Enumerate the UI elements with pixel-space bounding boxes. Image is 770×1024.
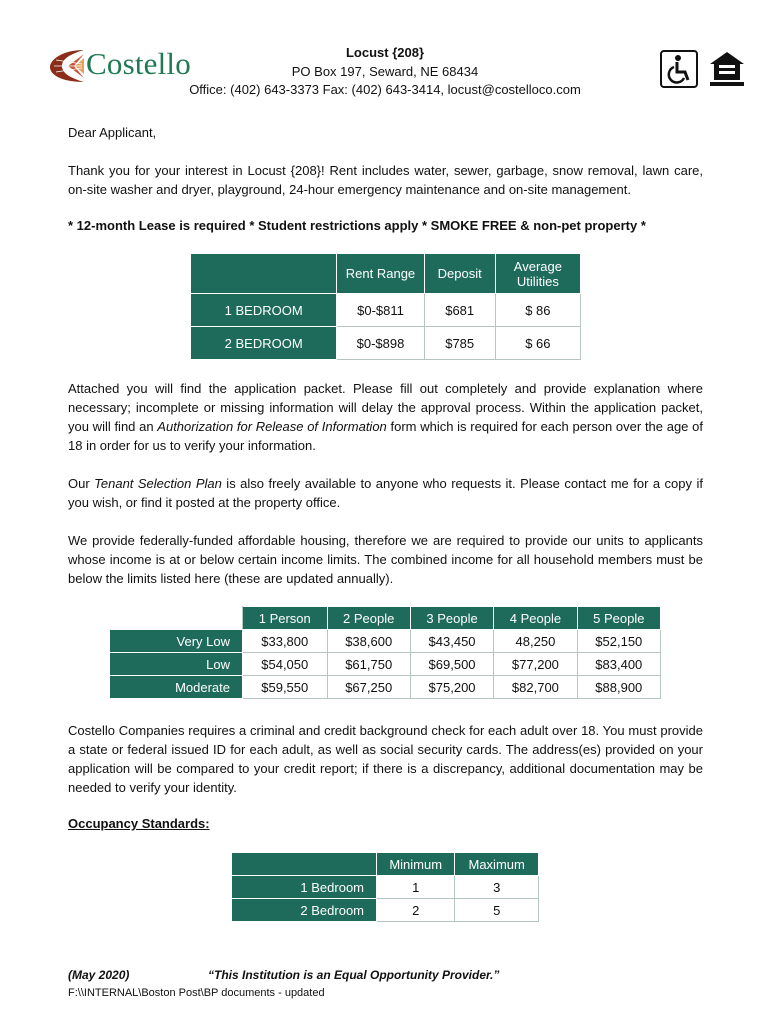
income-level-cell: Low [110, 653, 243, 676]
income-limit-cell: $38,600 [327, 630, 410, 653]
income-limit-cell: $88,900 [577, 676, 660, 699]
application-text-end: form which is required for each person over the age of 18 in order for us to verify your information. [68, 419, 703, 453]
rent-range-cell: $0-$811 [337, 294, 424, 327]
table-header-cell: 2 People [327, 607, 410, 630]
application-text: Attached you will find the application packet. Please fill out completely and provide explanation where necessary; incomplete or missing information will delay the approval process. Within the application packet, you will find an [68, 381, 703, 434]
table-row [191, 327, 581, 360]
table-header-cell: Rent Range [337, 254, 424, 294]
table-row [232, 876, 539, 899]
income-level-cell: Very Low [110, 630, 243, 653]
income-limit-cell: $77,200 [494, 653, 577, 676]
income-limit-cell: $61,750 [327, 653, 410, 676]
table-header-row [110, 607, 661, 630]
company-logo-text: Costello [86, 46, 191, 81]
table-header-cell: 3 People [410, 607, 493, 630]
rent-range-cell: $0-$898 [337, 327, 424, 360]
lease-restrictions: * 12-month Lease is required * Student restrictions apply * SMOKE FREE & non-pet property * [68, 218, 646, 233]
income-limits-paragraph: We provide federally-funded affordable housing, therefore we are required to provide our units to applicants whose income is at or below certain income limits. The combined income for all household members must be below the limits listed here (these are updated annually). [68, 533, 703, 586]
deposit-cell: $681 [424, 294, 495, 327]
rent-table [190, 253, 581, 360]
property-contact: Office: (402) 643-3373 Fax: (402) 643-3414, locust@costelloco.com [189, 82, 581, 97]
minimum-cell: 1 [377, 876, 455, 899]
table-row [191, 294, 581, 327]
utilities-cell: $ 66 [495, 327, 580, 360]
tenant-selection-plan-name: Tenant Selection Plan [94, 476, 222, 491]
income-limit-cell: $75,200 [410, 676, 493, 699]
equal-opportunity-statement: “This Institution is an Equal Opportunity Provider.” [208, 968, 500, 982]
table-row [232, 899, 539, 922]
income-limit-cell: $67,250 [327, 676, 410, 699]
income-limit-cell: $59,550 [243, 676, 328, 699]
revision-date: (May 2020) [68, 968, 130, 982]
footer [68, 968, 500, 982]
income-limit-cell: $43,450 [410, 630, 493, 653]
table-header-row [232, 853, 539, 876]
authorization-form-name: Authorization for Release of Information [157, 419, 387, 434]
income-limit-cell: $82,700 [494, 676, 577, 699]
background-check-paragraph: Costello Companies requires a criminal and credit background check for each adult over 18. You must provide a state or federal issued ID for each adult, as well as social security cards. The address(es) provided on your application will be compared to your credit report; if there is a discrepancy, additional documentation may be needed to verify your identity. [68, 723, 703, 795]
bedroom-cell: 1 Bedroom [232, 876, 377, 899]
occupancy-standards-heading: Occupancy Standards: [68, 816, 210, 831]
letterhead [150, 44, 620, 100]
table-row [110, 630, 661, 653]
table-header-cell: Deposit [424, 254, 495, 294]
table-header-cell [191, 254, 337, 294]
table-header-cell: 5 People [577, 607, 660, 630]
salutation: Dear Applicant, [68, 125, 157, 140]
compliance-badges [660, 50, 752, 90]
table-header-cell: Maximum [455, 853, 539, 876]
table-header-row [191, 254, 581, 294]
income-limit-cell: $52,150 [577, 630, 660, 653]
income-limit-cell: $33,800 [243, 630, 328, 653]
income-limit-cell: $54,050 [243, 653, 328, 676]
maximum-cell: 5 [455, 899, 539, 922]
income-limit-cell: $83,400 [577, 653, 660, 676]
minimum-cell: 2 [377, 899, 455, 922]
intro-paragraph: Thank you for your interest in Locust {208}! Rent includes water, sewer, garbage, snow removal, lawn care, on-site washer and dryer, playground, 24-hour emergency maintenance and on-site management. [68, 163, 703, 197]
income-level-cell: Moderate [110, 676, 243, 699]
plan-text-end: is also freely available to anyone who requests it. Please contact me for a copy if you wish, or find it posted at the property office. [68, 476, 703, 510]
deposit-cell: $785 [424, 327, 495, 360]
income-limit-cell: $69,500 [410, 653, 493, 676]
table-header-cell: Average Utilities [495, 254, 580, 294]
file-path: F:\\INTERNAL\Boston Post\BP documents - updated [68, 987, 325, 999]
plan-text: Our [68, 476, 95, 491]
income-limits-table [109, 606, 661, 699]
selection-plan-paragraph [68, 474, 703, 512]
table-header-cell: 4 People [494, 607, 577, 630]
unit-type-cell: 2 BEDROOM [191, 327, 337, 360]
application-paragraph [68, 379, 703, 455]
equal-housing-opportunity-icon [708, 50, 746, 88]
table-header-cell [232, 853, 377, 876]
bedroom-cell: 2 Bedroom [232, 899, 377, 922]
property-name: Locust {208} [345, 45, 425, 60]
unit-type-cell: 1 BEDROOM [191, 294, 337, 327]
property-address: PO Box 197, Seward, NE 68434 [291, 63, 479, 79]
table-header-cell: Minimum [377, 853, 455, 876]
utilities-cell: $ 86 [495, 294, 580, 327]
maximum-cell: 3 [455, 876, 539, 899]
table-row [110, 653, 661, 676]
occupancy-table [231, 852, 539, 922]
table-header-cell: 1 Person [243, 607, 328, 630]
table-row [110, 676, 661, 699]
income-limit-cell: 48,250 [494, 630, 577, 653]
table-header-cell [110, 607, 243, 630]
handicap-accessible-icon [660, 50, 698, 88]
